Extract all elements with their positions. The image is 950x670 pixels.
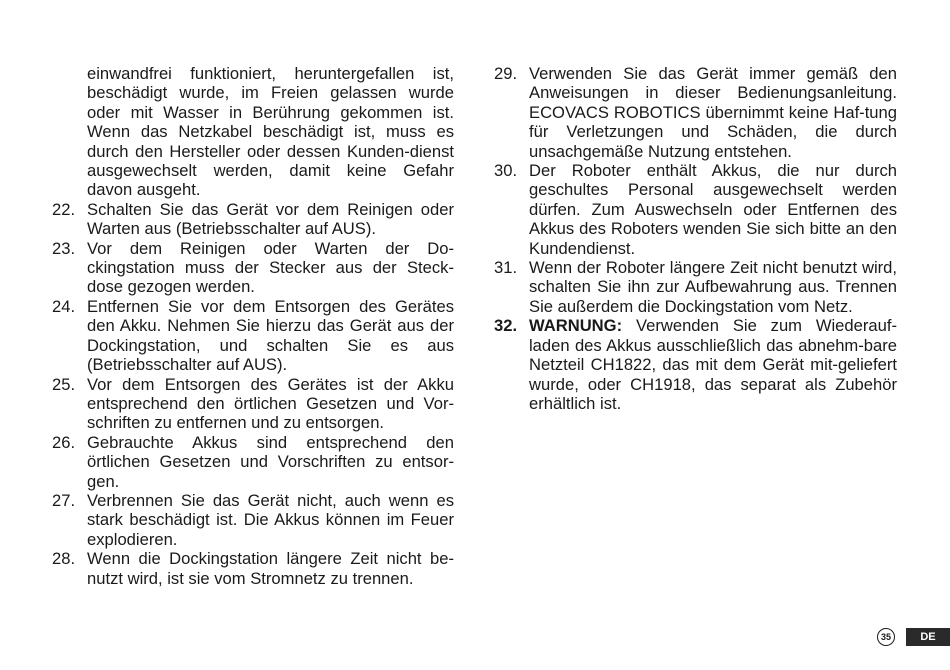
item-number: 26. (52, 432, 76, 452)
warning-text: Verwenden Sie zum Wiederauf-laden des Akkus ausschließlich das abnehm-bare Netzteil CH1822, das mit dem Gerät mit-geliefert wurde, oder CH1918, das separat als Zubehör erhältlich ist. (529, 316, 897, 413)
item-number: 24. (52, 296, 76, 316)
warning-number: 32. (494, 316, 518, 336)
item-text: Wenn der Roboter längere Zeit nicht benutzt wird, schalten Sie ihn zur Aufbewahrung aus. Trennen Sie außerdem die Dockingstation vom Netz. (529, 258, 897, 316)
warning-label: WARNUNG: (529, 316, 623, 336)
item-text: Verwenden Sie das Gerät immer gemäß den Anweisungen in dieser Bedienungsanleitung. ECOVACS ROBOTICS übernimmt keine Haf-tung für Verletzungen und Schäden, die durch unsachgemäße Nutzung entstehen. (529, 64, 897, 161)
item-text: Vor dem Entsorgen des Gerätes ist der Akku entsprechend den örtlichen Gesetzen und Vor-schriften zu entfernen und zu entsorgen. (87, 374, 454, 433)
list-item (52, 491, 454, 549)
item-text: Wenn die Dockingstation längere Zeit nicht be-nutzt wird, ist sie vom Stromnetz zu trennen. (87, 549, 454, 588)
list-item (52, 200, 454, 239)
item-number: 25. (52, 374, 76, 394)
item-number: 29. (494, 64, 518, 83)
item-text: Schalten Sie das Gerät vor dem Reinigen oder Warten aus (Betriebsschalter auf AUS). (87, 199, 454, 239)
language-tab: DE (906, 628, 950, 646)
list-item (494, 64, 897, 161)
list-item (52, 239, 454, 297)
right-column (494, 64, 897, 413)
list-item (494, 161, 897, 258)
left-column (52, 64, 454, 588)
item-number: 22. (52, 199, 76, 219)
item-text: Gebrauchte Akkus sind entsprechend den örtlichen Gesetzen und Vorschriften zu entsor-gen. (87, 432, 454, 491)
warning-item (494, 316, 897, 413)
item-number: 28. (52, 549, 76, 569)
item-number: 27. (52, 490, 76, 510)
list-item (52, 297, 454, 375)
item-text: Vor dem Reinigen oder Warten der Do-ckingstation muss der Stecker aus der Steck-dose gezogen werden. (87, 238, 454, 297)
item-number: 30. (494, 161, 518, 181)
item-number: 31. (494, 258, 518, 278)
item-number: 23. (52, 238, 76, 258)
list-item (52, 549, 454, 588)
warning-text-block (529, 316, 897, 413)
list-item (52, 433, 454, 491)
item-text: Entfernen Sie vor dem Entsorgen des Gerätes den Akku. Nehmen Sie hierzu das Gerät aus der Dockingstation, und schalten Sie es aus (Betriebsschalter auf AUS). (87, 296, 454, 375)
list-item (52, 375, 454, 433)
continued-paragraph: einwandfrei funktioniert, heruntergefallen ist, beschädigt wurde, im Freien gelassen wurde oder mit Wasser in Berührung gekommen ist. Wenn das Netzkabel beschädigt ist, muss es durch den Hersteller oder dessen Kunden-dienst ausgewechselt werden, damit keine Gefahr davon ausgeht. (87, 64, 454, 200)
item-text: Verbrennen Sie das Gerät nicht, auch wenn es stark beschädigt ist. Die Akkus können im Feuer explodieren. (87, 490, 454, 549)
list-item (494, 258, 897, 316)
page-number-badge: 35 (877, 628, 895, 646)
item-text: Der Roboter enthält Akkus, die nur durch geschultes Personal ausgewechselt werden dürfen. Zum Auswechseln oder Entfernen des Akkus des Roboters wenden Sie sich bitte an den Kundendienst. (529, 161, 897, 258)
